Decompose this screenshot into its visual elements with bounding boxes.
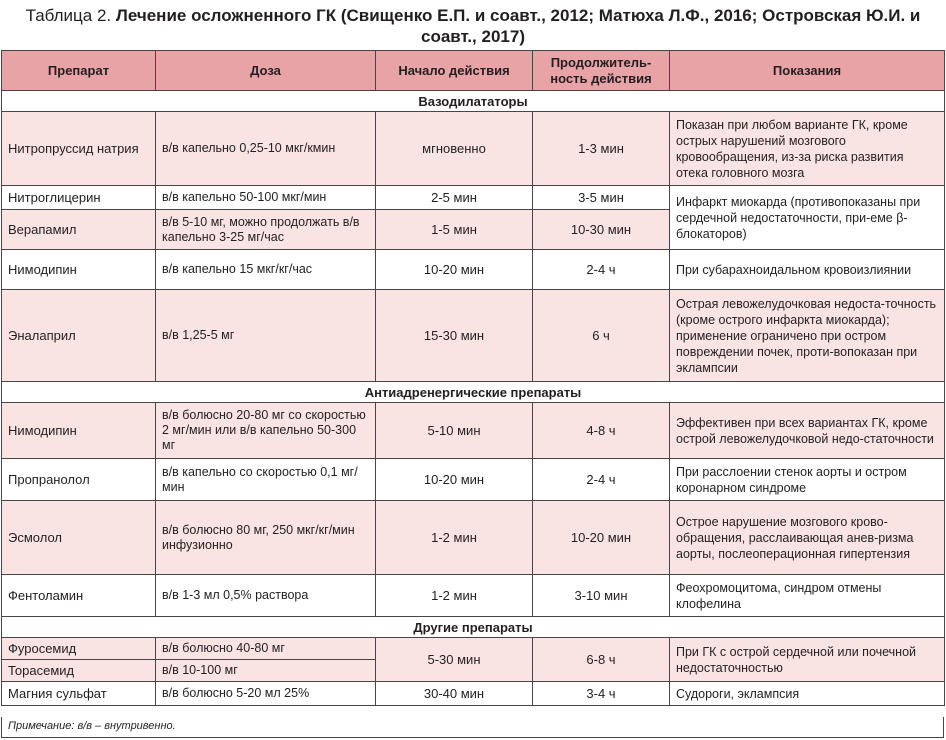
duration-cell: 3-5 мин bbox=[533, 186, 670, 210]
onset-cell: 2-5 мин bbox=[376, 186, 533, 210]
table-row bbox=[2, 250, 945, 290]
section-title: Вазодилататоры bbox=[2, 91, 945, 112]
onset-cell: мгновенно bbox=[376, 112, 533, 186]
indications-cell: При ГК с острой сердечной или почечной недостаточностью bbox=[670, 638, 945, 682]
table-row bbox=[2, 459, 945, 501]
drug-cell: Фуросемид bbox=[2, 638, 156, 660]
header-duration: Продолжитель-ность действия bbox=[533, 51, 670, 91]
dose-cell: в/в 5-10 мг, можно продолжать в/в капельно 3-25 мг/час bbox=[156, 210, 376, 250]
drug-cell: Верапамил bbox=[2, 210, 156, 250]
duration-cell: 3-4 ч bbox=[533, 682, 670, 706]
header-row bbox=[2, 51, 945, 91]
table-row bbox=[2, 186, 945, 210]
dose-cell: в/в капельно 15 мкг/кг/час bbox=[156, 250, 376, 290]
dose-cell: в/в капельно со скоростью 0,1 мг/мин bbox=[156, 459, 376, 501]
dose-cell: в/в 1,25-5 мг bbox=[156, 290, 376, 382]
dose-cell: в/в болюсно 20-80 мг со скоростью 2 мг/мин или в/в капельно 50-300 мг bbox=[156, 403, 376, 459]
table-title-text: Лечение осложненного ГК (Свищенко Е.П. и соавт., 2012; Матюха Л.Ф., 2016; Островская Ю.И. и соавт., 2017) bbox=[115, 6, 921, 46]
header-onset: Начало действия bbox=[376, 51, 533, 91]
header-drug: Препарат bbox=[2, 51, 156, 91]
table-row bbox=[2, 682, 945, 706]
header-indications: Показания bbox=[670, 51, 945, 91]
indications-cell: Судороги, эклампсия bbox=[670, 682, 945, 706]
drug-cell: Эсмолол bbox=[2, 501, 156, 575]
onset-cell: 30-40 мин bbox=[376, 682, 533, 706]
table-row bbox=[2, 575, 945, 617]
drug-cell: Торасемид bbox=[2, 660, 156, 682]
section-row bbox=[2, 382, 945, 403]
header-dose: Доза bbox=[156, 51, 376, 91]
drug-cell: Нитроглицерин bbox=[2, 186, 156, 210]
section-title: Другие препараты bbox=[2, 617, 945, 638]
onset-cell: 1-2 мин bbox=[376, 501, 533, 575]
dose-cell: в/в капельно 50-100 мкг/мин bbox=[156, 186, 376, 210]
duration-cell: 2-4 ч bbox=[533, 459, 670, 501]
onset-cell: 1-5 мин bbox=[376, 210, 533, 250]
duration-cell: 6 ч bbox=[533, 290, 670, 382]
duration-cell: 10-20 мин bbox=[533, 501, 670, 575]
duration-cell: 3-10 мин bbox=[533, 575, 670, 617]
treatment-table bbox=[1, 50, 945, 706]
table-row bbox=[2, 290, 945, 382]
onset-cell: 5-30 мин bbox=[376, 638, 533, 682]
dose-cell: в/в болюсно 40-80 мг bbox=[156, 638, 376, 660]
onset-cell: 15-30 мин bbox=[376, 290, 533, 382]
duration-cell: 1-3 мин bbox=[533, 112, 670, 186]
drug-cell: Эналаприл bbox=[2, 290, 156, 382]
drug-cell: Нитропруссид натрия bbox=[2, 112, 156, 186]
indications-cell: Острое нарушение мозгового крово-обращения, расслаивающая анев-ризма аорты, послеоперационная гипертензия bbox=[670, 501, 945, 575]
onset-cell: 1-2 мин bbox=[376, 575, 533, 617]
table-label: Таблица 2. bbox=[25, 6, 112, 25]
dose-cell: в/в болюсно 80 мг, 250 мкг/кг/мин инфузионно bbox=[156, 501, 376, 575]
onset-cell: 5-10 мин bbox=[376, 403, 533, 459]
drug-cell: Пропранолол bbox=[2, 459, 156, 501]
table-row bbox=[2, 638, 945, 660]
onset-cell: 10-20 мин bbox=[376, 459, 533, 501]
section-title: Антиадренергические препараты bbox=[2, 382, 945, 403]
drug-cell: Нимодипин bbox=[2, 250, 156, 290]
footnote: Примечание: в/в – внутривенно. bbox=[1, 717, 944, 738]
table-row bbox=[2, 501, 945, 575]
indications-cell: При субарахноидальном кровоизлиянии bbox=[670, 250, 945, 290]
dose-cell: в/в капельно 0,25-10 мкг/кмин bbox=[156, 112, 376, 186]
indications-cell: Инфаркт миокарда (противопоказаны при сердечной недостаточности, при-еме β-блокаторов) bbox=[670, 186, 945, 250]
duration-cell: 10-30 мин bbox=[533, 210, 670, 250]
drug-cell: Нимодипин bbox=[2, 403, 156, 459]
indications-cell: Эффективен при всех вариантах ГК, кроме острой левожелудочковой недо-статочности bbox=[670, 403, 945, 459]
duration-cell: 6-8 ч bbox=[533, 638, 670, 682]
drug-cell: Фентоламин bbox=[2, 575, 156, 617]
drug-cell: Магния сульфат bbox=[2, 682, 156, 706]
duration-cell: 4-8 ч bbox=[533, 403, 670, 459]
section-row bbox=[2, 91, 945, 112]
table-row bbox=[2, 403, 945, 459]
table-row bbox=[2, 112, 945, 186]
indications-cell: При расслоении стенок аорты и остром коронарном синдроме bbox=[670, 459, 945, 501]
dose-cell: в/в 1-3 мл 0,5% раствора bbox=[156, 575, 376, 617]
indications-cell: Острая левожелудочковая недоста-точность (кроме острого инфаркта миокарда); применение ограничено при остром повреждении почек, проти-вопоказан при эклампсии bbox=[670, 290, 945, 382]
table-title bbox=[0, 0, 946, 50]
onset-cell: 10-20 мин bbox=[376, 250, 533, 290]
indications-cell: Феохромоцитома, синдром отмены клофелина bbox=[670, 575, 945, 617]
section-row bbox=[2, 617, 945, 638]
dose-cell: в/в 10-100 мг bbox=[156, 660, 376, 682]
dose-cell: в/в болюсно 5-20 мл 25% bbox=[156, 682, 376, 706]
duration-cell: 2-4 ч bbox=[533, 250, 670, 290]
indications-cell: Показан при любом варианте ГК, кроме острых нарушений мозгового кровообращения, из-за риска развития отека головного мозга bbox=[670, 112, 945, 186]
